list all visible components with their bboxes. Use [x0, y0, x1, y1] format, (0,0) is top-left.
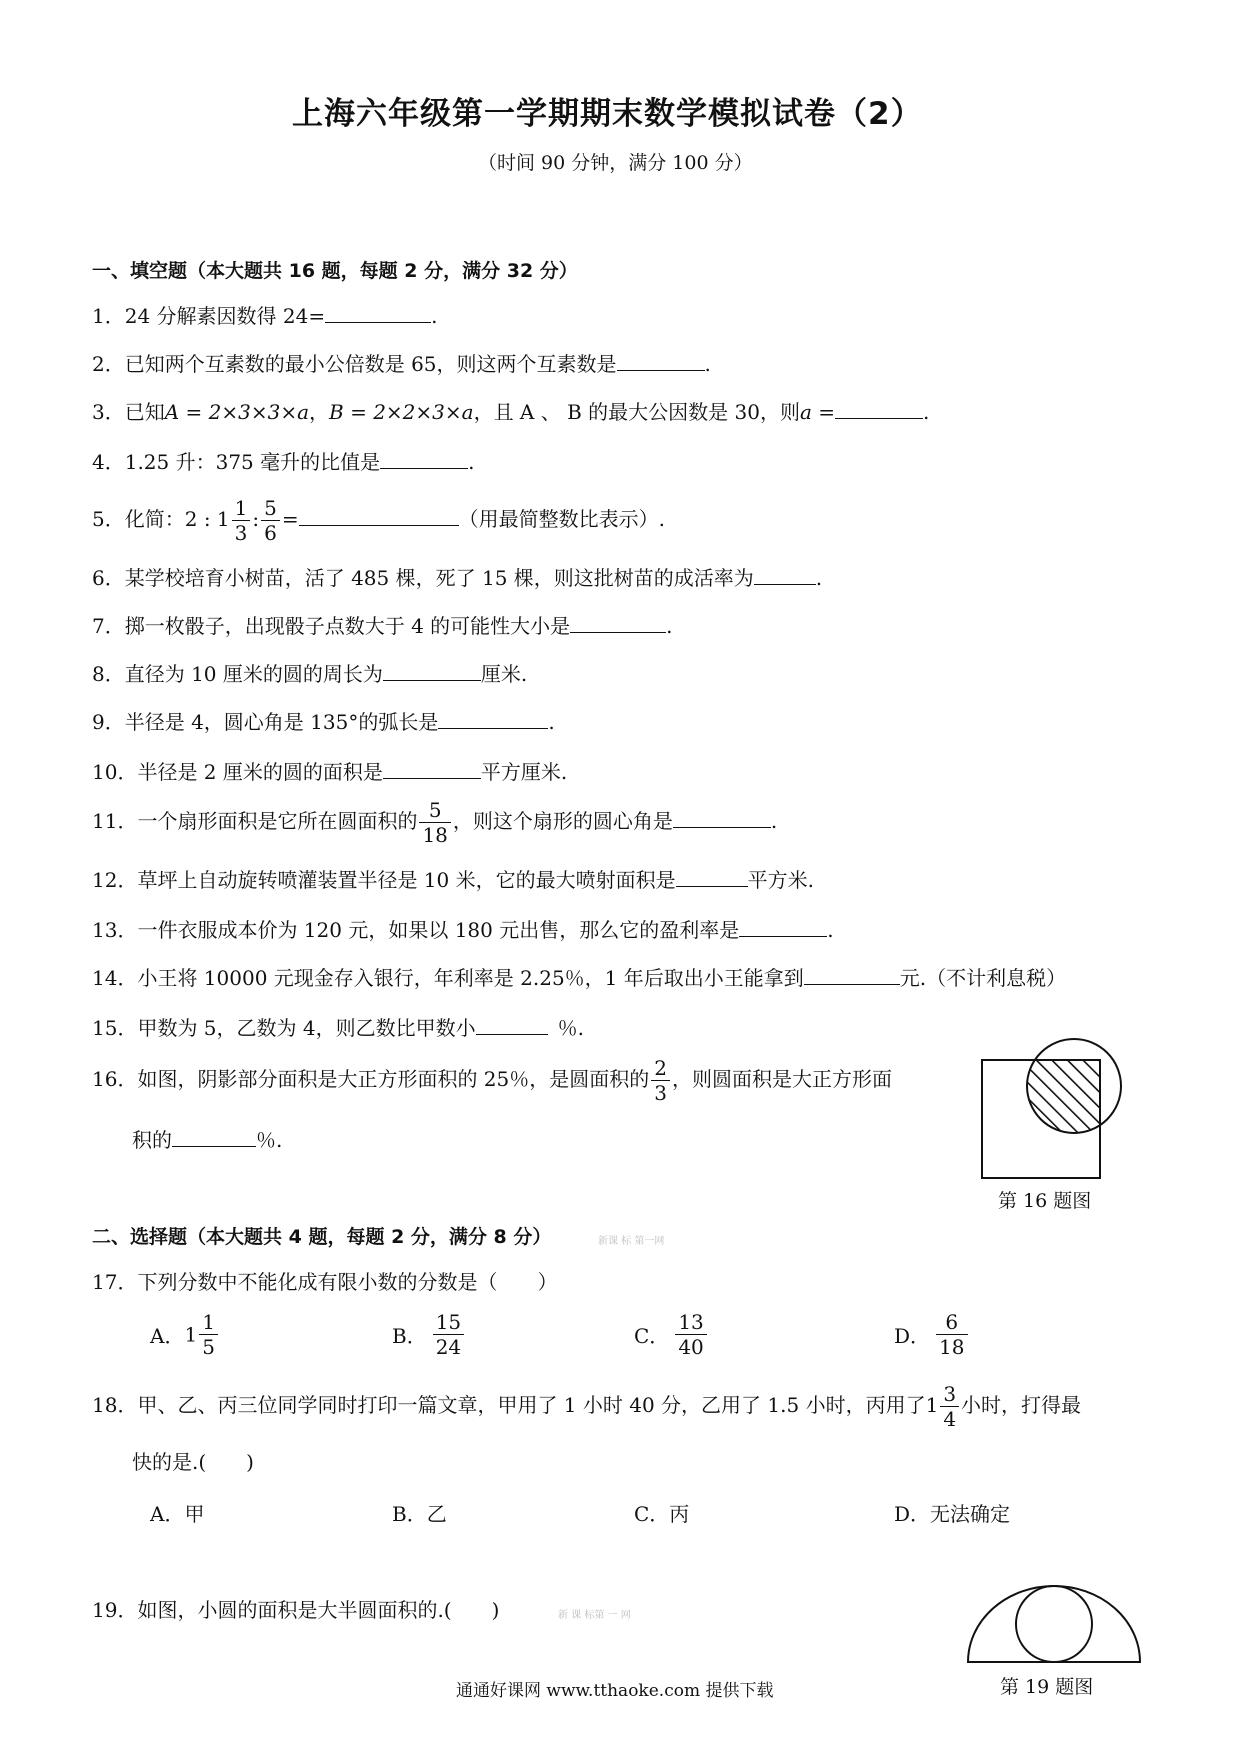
- question-3: [92, 398, 929, 426]
- question-17-text: 17．下列分数中不能化成有限小数的分数是（ ）: [92, 1270, 558, 1294]
- question-3-mid: ，且 A 、 B 的最大公因数是 30，则: [473, 400, 800, 424]
- mixed-whole: 1: [925, 1393, 939, 1417]
- question-5-end: （用最简整数比表示）.: [458, 507, 665, 531]
- question-10: [92, 758, 567, 786]
- question-18-line2: 快的是.( ): [132, 1450, 254, 1474]
- figure-19-caption: 第 19 题图: [1000, 1676, 1094, 1698]
- answer-blank[interactable]: [676, 866, 748, 887]
- question-3-end: .: [923, 400, 930, 424]
- fraction-numerator: 5: [261, 498, 280, 521]
- question-14-end: 元.（不计利息税）: [899, 966, 1067, 990]
- ratio-start: 2 : 1: [184, 507, 230, 531]
- question-8-text: 8．直径为 10 厘米的圆的周长为: [92, 662, 383, 686]
- answer-blank[interactable]: [835, 398, 923, 419]
- option-c[interactable]: C．丙: [634, 1502, 690, 1526]
- section-2-heading: 二、选择题（本大题共 4 题，每题 2 分，满分 8 分）: [92, 1226, 552, 1248]
- question-7-text: 7．掷一枚骰子，出现骰子点数大于 4 的可能性大小是: [92, 614, 571, 638]
- answer-blank[interactable]: [804, 964, 900, 985]
- fraction-numerator: 3: [940, 1384, 959, 1407]
- question-14: [92, 964, 1066, 992]
- fraction: [419, 800, 450, 845]
- ratio-colon: :: [252, 507, 260, 531]
- small-circle: [1016, 1586, 1092, 1662]
- answer-blank[interactable]: [172, 1126, 256, 1147]
- fraction-denominator: 40: [678, 1335, 704, 1359]
- fraction-denominator: 18: [422, 823, 448, 847]
- question-7-end: .: [666, 614, 673, 638]
- question-16: [92, 1058, 892, 1103]
- answer-blank[interactable]: [438, 708, 548, 729]
- fraction: [651, 1058, 670, 1103]
- answer-blank[interactable]: [754, 564, 816, 585]
- question-4-text: 4．1.25 升：375 毫升的比值是: [92, 450, 381, 474]
- question-16-line2-text: 积的: [132, 1128, 172, 1152]
- question-12-end: 平方米.: [747, 868, 814, 892]
- option-c[interactable]: [634, 1312, 709, 1357]
- separator: ，: [309, 400, 330, 424]
- fraction-denominator: 4: [943, 1407, 957, 1431]
- question-19: [92, 1596, 499, 1624]
- question-9: [92, 708, 555, 736]
- expression-b: B = 2×2×3×a: [329, 400, 474, 424]
- answer-blank[interactable]: [325, 302, 431, 323]
- question-9-text: 9．半径是 4，圆心角是 135°的弧长是: [92, 710, 439, 734]
- question-5: [92, 498, 665, 543]
- question-16-end: ％.: [256, 1128, 283, 1152]
- page-subtitle: （时间 90 分钟，满分 100 分）: [478, 152, 753, 174]
- option-d[interactable]: [894, 1312, 970, 1357]
- question-7: [92, 612, 673, 640]
- fraction-denominator: 6: [264, 521, 277, 545]
- fraction-numerator: 1: [199, 1312, 218, 1335]
- question-15-text: 15．甲数为 5，乙数为 4，则乙数比甲数小: [92, 1016, 476, 1040]
- option-d[interactable]: D．无法确定: [894, 1502, 1011, 1526]
- question-3-num: 3．已知: [92, 400, 165, 424]
- section-1-heading: 一、填空题（本大题共 16 题，每题 2 分，满分 32 分）: [92, 260, 578, 282]
- question-2-text: 2．已知两个互素数的最小公倍数是 65，则这两个互素数是: [92, 352, 617, 376]
- question-18-after: 小时，打得最: [961, 1393, 1082, 1417]
- question-10-text: 10．半径是 2 厘米的圆的面积是: [92, 760, 383, 784]
- question-1: [92, 302, 437, 330]
- large-semicircle: [968, 1586, 1140, 1662]
- question-16-text: 16．如图，阴影部分面积是大正方形面积的 25％，是圆面积的: [92, 1067, 650, 1091]
- footer-source: 通通好课网 www.tthaoke.com 提供下载: [456, 1681, 774, 1701]
- fraction-denominator: 5: [202, 1335, 215, 1359]
- option-label: D．: [894, 1324, 931, 1348]
- fraction-numerator: 1: [232, 498, 251, 521]
- question-8-end: 厘米.: [480, 662, 528, 686]
- question-6-end: .: [815, 566, 823, 590]
- question-12: [92, 866, 814, 894]
- question-5-num: 5．化简：: [92, 507, 185, 531]
- watermark: 新 课 标第 一 网: [558, 1610, 631, 1621]
- question-15-end: ％.: [557, 1016, 584, 1040]
- answer-blank[interactable]: [476, 1014, 548, 1035]
- fraction-numerator: 6: [936, 1312, 967, 1335]
- answer-blank[interactable]: [617, 350, 705, 371]
- fraction-numerator: 5: [419, 800, 450, 823]
- question-16-line2: [132, 1126, 282, 1154]
- fraction-denominator: 24: [435, 1335, 462, 1359]
- question-1-end: .: [431, 304, 438, 328]
- fraction-numerator: 13: [675, 1312, 706, 1335]
- fraction: [940, 1384, 959, 1429]
- option-a[interactable]: A．甲: [150, 1502, 205, 1526]
- question-14-text: 14．小王将 10000 元现金存入银行，年利率是 2.25％，1 年后取出小王能拿到: [92, 966, 804, 990]
- question-8: [92, 660, 527, 688]
- fraction-denominator: 18: [939, 1335, 965, 1359]
- option-whole: 1: [184, 1322, 198, 1347]
- watermark: 新课 标 第一网: [598, 1236, 665, 1247]
- question-13-text: 13．一件衣服成本价为 120 元，如果以 180 元出售，那么它的盈利率是: [92, 918, 740, 942]
- option-b[interactable]: B．乙: [392, 1502, 447, 1526]
- question-11: [92, 800, 777, 845]
- question-2: [92, 350, 711, 378]
- fraction-denominator: 3: [234, 521, 248, 545]
- option-b[interactable]: [392, 1312, 466, 1357]
- question-18: [92, 1384, 1081, 1429]
- question-10-end: 平方厘米.: [480, 760, 568, 784]
- expression-a: A = 2×3×3×a: [164, 400, 310, 424]
- question-12-text: 12．草坪上自动旋转喷灌装置半径是 10 米，它的最大喷射面积是: [92, 868, 676, 892]
- answer-blank[interactable]: [739, 916, 827, 937]
- question-6: [92, 564, 822, 592]
- fraction-numerator: 15: [433, 1312, 464, 1335]
- question-18-text: 18．甲、乙、丙三位同学同时打印一篇文章，甲用了 1 小时 40 分，乙用了 1.5 小时，丙用了: [92, 1393, 926, 1417]
- fraction: [936, 1312, 967, 1357]
- answer-blank[interactable]: [570, 612, 666, 633]
- question-11-after: ，则这个扇形的圆心角是: [452, 809, 673, 833]
- fraction: [433, 1312, 464, 1357]
- figure-16-caption: 第 16 题图: [998, 1190, 1092, 1212]
- question-11-text: 11．一个扇形面积是它所在圆面积的: [92, 809, 418, 833]
- question-13-end: .: [827, 918, 834, 942]
- question-2-end: .: [704, 352, 711, 376]
- fraction: [261, 498, 280, 543]
- option-a[interactable]: [150, 1312, 220, 1357]
- answer-blank[interactable]: [299, 505, 459, 526]
- equals-sign: =: [281, 507, 299, 531]
- question-19-text: 19．如图，小圆的面积是大半圆面积的.( ): [92, 1598, 500, 1622]
- option-label: A．: [150, 1324, 185, 1348]
- question-6-text: 6．某学校培育小树苗，活了 485 棵，死了 15 棵，则这批树苗的成活率为: [92, 566, 754, 590]
- question-4-end: .: [468, 450, 475, 474]
- question-9-end: .: [548, 710, 555, 734]
- fraction-numerator: 2: [651, 1058, 670, 1081]
- answer-blank[interactable]: [673, 807, 771, 828]
- fraction: [199, 1312, 218, 1357]
- page-title: 上海六年级第一学期期末数学模拟试卷（2）: [292, 96, 923, 132]
- question-11-end: .: [770, 809, 778, 833]
- question-1-text: 1．24 分解素因数得 24=: [92, 304, 326, 328]
- question-13: [92, 916, 834, 944]
- fraction: [675, 1312, 706, 1357]
- answer-blank[interactable]: [383, 758, 481, 779]
- option-label: C．: [634, 1324, 670, 1348]
- figure-19: [964, 1582, 1144, 1666]
- option-label: B．: [392, 1324, 427, 1348]
- fraction-denominator: 3: [654, 1081, 667, 1105]
- question-17: [92, 1268, 557, 1296]
- answer-blank[interactable]: [380, 448, 468, 469]
- question-15: [92, 1014, 584, 1042]
- answer-blank[interactable]: [383, 660, 481, 681]
- variable-a-eq: a =: [799, 400, 836, 424]
- question-16-after: ，则圆面积是大正方形面: [672, 1067, 892, 1091]
- figure-16: [976, 1032, 1128, 1184]
- question-4: [92, 448, 475, 476]
- fraction: [232, 498, 251, 543]
